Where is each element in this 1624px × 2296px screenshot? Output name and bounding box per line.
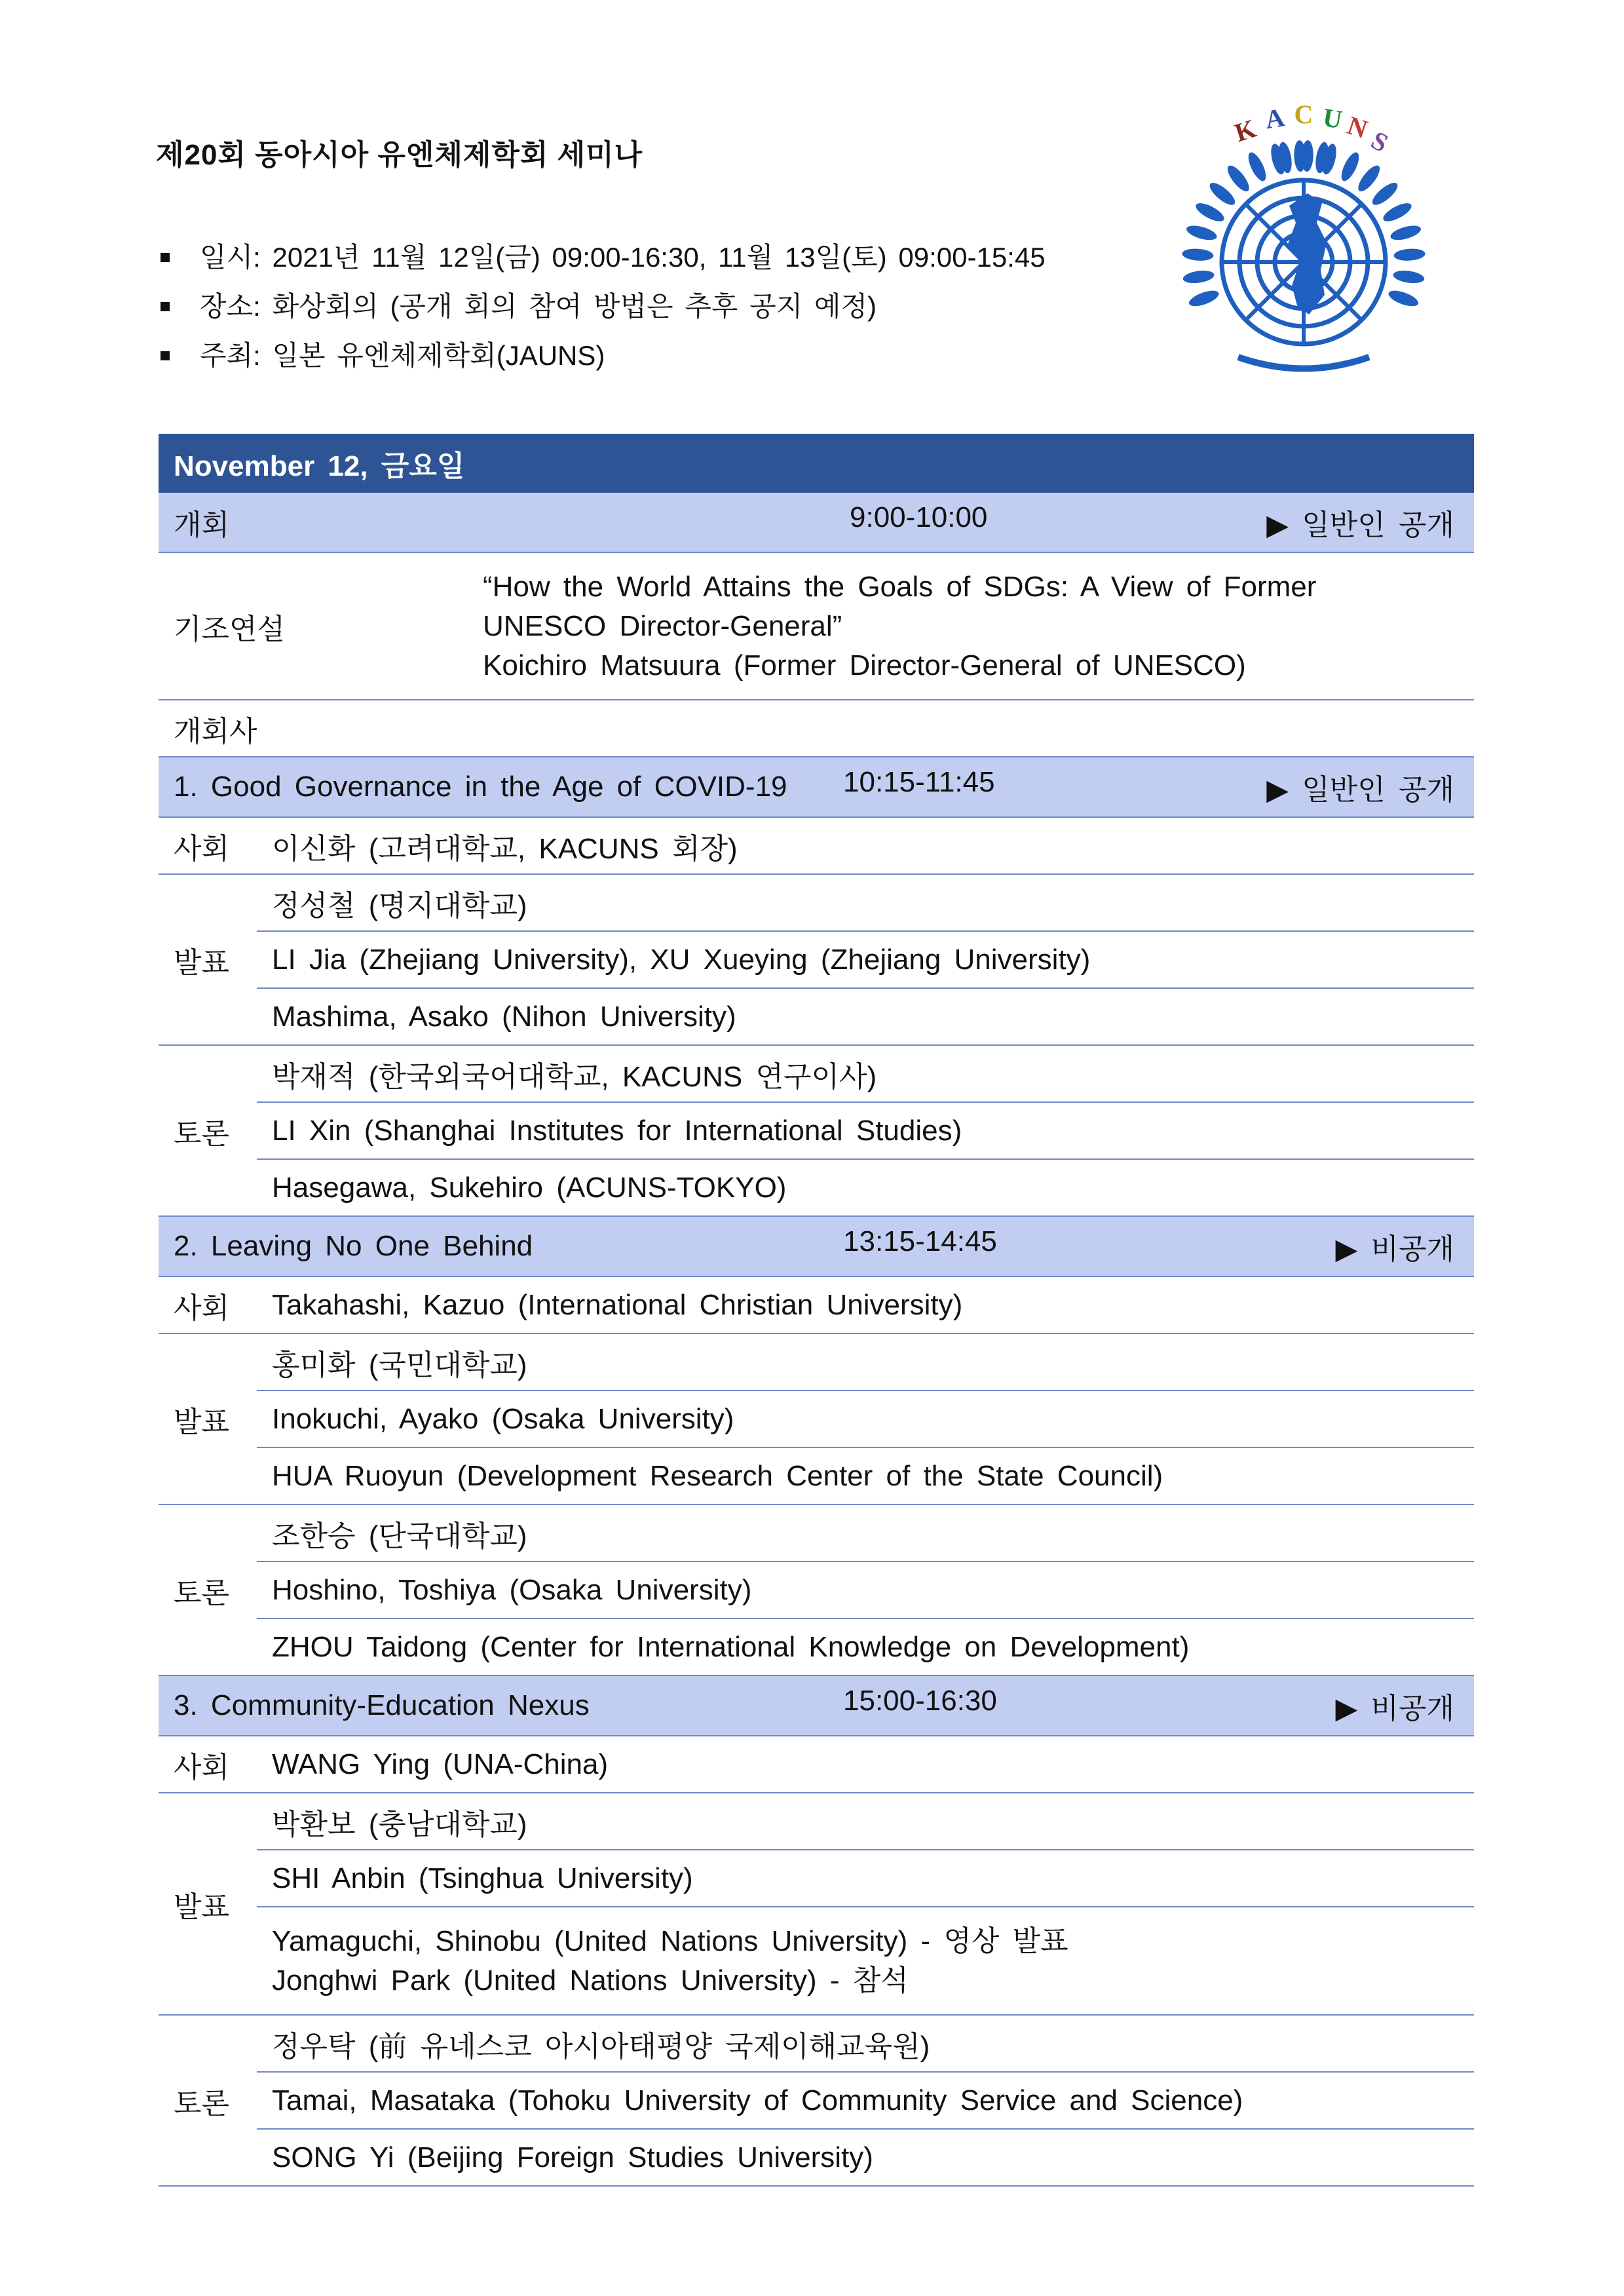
page-title: 제20회 동아시아 유엔체제학회 세미나 (156, 139, 643, 171)
discussant-name: Hasegawa, Sukehiro (ACUNS-TOKYO) (257, 1159, 1474, 1216)
discussant-row (159, 2129, 1474, 2186)
session-time: 10:15-11:45 (843, 766, 995, 798)
session-time: 15:00-16:30 (843, 1685, 997, 1717)
discussant-row (159, 2072, 1474, 2129)
moderator-name: 이신화 (고려대학교, KACUNS 회장) (257, 817, 1474, 874)
presenter-row (159, 931, 1474, 988)
presenter-line: Yamaguchi, Shinobu (United Nations University) - 영상 발표 (272, 1924, 1068, 1957)
presenter-row (159, 1390, 1474, 1447)
session-title: 2. Leaving No One Behind (159, 1216, 828, 1276)
presenter-row (159, 1850, 1474, 1907)
moderator-row (159, 1736, 1474, 1793)
session-time-cell (828, 757, 1474, 817)
presenter-name: Inokuchi, Ayako (Osaka University) (257, 1390, 1474, 1447)
bullet-icon (161, 302, 170, 311)
presenter-label: 발표 (159, 874, 257, 1045)
discussant-name: Tamai, Masataka (Tohoku University of Community Service and Science) (257, 2072, 1474, 2129)
opening-time: 9:00-10:00 (850, 501, 988, 533)
presenter-name: 홍미화 (국민대학교) (257, 1333, 1474, 1390)
moderator-label: 사회 (159, 1736, 257, 1793)
day-header-row (159, 434, 1474, 493)
opening-row (159, 493, 1474, 552)
opening-address-row (159, 700, 1474, 757)
presenter-line: Jonghwi Park (United Nations University) - 참석 (272, 1964, 909, 1997)
discussant-label: 토론 (159, 1504, 257, 1675)
bullet-icon (161, 351, 170, 360)
kacuns-logo (1160, 98, 1448, 387)
discussant-label: 토론 (159, 1045, 257, 1216)
discussant-name: 조한승 (단국대학교) (257, 1504, 1474, 1561)
event-info-list (161, 233, 1046, 380)
presenter-label: 발표 (159, 1333, 257, 1504)
info-item-date: 일시: 2021년 11월 12일(금) 09:00-16:30, 11월 13일(토) 09:00-15:45 (161, 233, 1046, 282)
moderator-row (159, 1276, 1474, 1333)
access-tag: ▶ 비공개 (1335, 1233, 1455, 1265)
presenter-name: LI Jia (Zhejiang University), XU Xueying (Zhejiang University) (257, 931, 1474, 988)
keynote-line3: Koichiro Matsuura (Former Director-General of UNESCO) (483, 649, 1246, 681)
session-time: 13:15-14:45 (843, 1225, 997, 1257)
un-emblem-icon (1182, 140, 1426, 369)
logo-letter-a: A (1263, 102, 1287, 135)
keynote-line2: UNESCO Director-General” (483, 609, 842, 642)
presenter-name: HUA Ruoyun (Development Research Center of the State Council) (257, 1447, 1474, 1504)
logo-letter-s: S (1366, 124, 1393, 159)
moderator-name: Takahashi, Kazuo (International Christian University) (257, 1276, 1474, 1333)
day-header: November 12, 금요일 (159, 434, 1474, 493)
logo-letter-k: K (1231, 113, 1260, 148)
presenter-name: 정성철 (명지대학교) (257, 874, 1474, 931)
bullet-icon (161, 253, 170, 262)
logo-letter-n: N (1344, 110, 1371, 145)
discussant-name: ZHOU Taidong (Center for International Knowledge on Development) (257, 1618, 1474, 1675)
presenter-row (159, 1333, 1474, 1390)
discussant-name: 정우탁 (前 유네스코 아시아태평양 국제이해교육원) (257, 2015, 1474, 2072)
discussant-row (159, 1561, 1474, 1618)
keynote-row (159, 552, 1474, 700)
session-time-cell (828, 1216, 1474, 1276)
info-item-host: 주최: 일본 유엔체제학회(JAUNS) (161, 331, 1046, 380)
session-header-row (159, 757, 1474, 817)
presenter-row (159, 874, 1474, 931)
session-title: 1. Good Governance in the Age of COVID-19 (159, 757, 828, 817)
discussant-row (159, 1159, 1474, 1216)
presenter-label: 발표 (159, 1793, 257, 2015)
access-tag: ▶ 비공개 (1335, 1693, 1455, 1725)
discussant-row (159, 2015, 1474, 2072)
presenter-name: 박환보 (충남대학교) (257, 1793, 1474, 1850)
opening-time-cell (828, 493, 1474, 552)
presenter-row (159, 988, 1474, 1045)
presenter-name: SHI Anbin (Tsinghua University) (257, 1850, 1474, 1907)
opening-label: 개회 (159, 493, 828, 552)
moderator-label: 사회 (159, 817, 257, 874)
access-tag: ▶ 일반인 공개 (1266, 774, 1455, 806)
keynote-label: 기조연설 (159, 552, 468, 700)
logo-letter-u: U (1321, 102, 1344, 135)
discussant-name: LI Xin (Shanghai Institutes for International Studies) (257, 1102, 1474, 1159)
logo-letter-c: C (1294, 100, 1313, 129)
discussant-name: 박재적 (한국외국어대학교, KACUNS 연구이사) (257, 1045, 1474, 1102)
moderator-name: WANG Ying (UNA-China) (257, 1736, 1474, 1793)
session-header-row (159, 1675, 1474, 1736)
discussant-label: 토론 (159, 2015, 257, 2186)
discussant-row (159, 1045, 1474, 1102)
opening-address-label: 개회사 (159, 700, 1474, 757)
presenter-row (159, 1907, 1474, 2015)
session-header-row (159, 1216, 1474, 1276)
discussant-row (159, 1504, 1474, 1561)
moderator-row (159, 817, 1474, 874)
discussant-name: SONG Yi (Beijing Foreign Studies University) (257, 2129, 1474, 2186)
moderator-label: 사회 (159, 1276, 257, 1333)
session-title: 3. Community-Education Nexus (159, 1675, 828, 1736)
keynote-content (468, 552, 1474, 700)
access-tag: ▶ 일반인 공개 (1266, 509, 1455, 541)
schedule-table (159, 434, 1474, 2187)
discussant-name: Hoshino, Toshiya (Osaka University) (257, 1561, 1474, 1618)
discussant-row (159, 1618, 1474, 1675)
presenter-row (159, 1793, 1474, 1850)
presenter-name: Mashima, Asako (Nihon University) (257, 988, 1474, 1045)
keynote-line1: “How the World Attains the Goals of SDGs: A View of Former (483, 570, 1317, 603)
info-item-venue: 장소: 화상회의 (공개 회의 참여 방법은 추후 공지 예정) (161, 282, 1046, 331)
presenter-name (257, 1907, 1474, 2015)
discussant-row (159, 1102, 1474, 1159)
session-time-cell (828, 1675, 1474, 1736)
presenter-row (159, 1447, 1474, 1504)
